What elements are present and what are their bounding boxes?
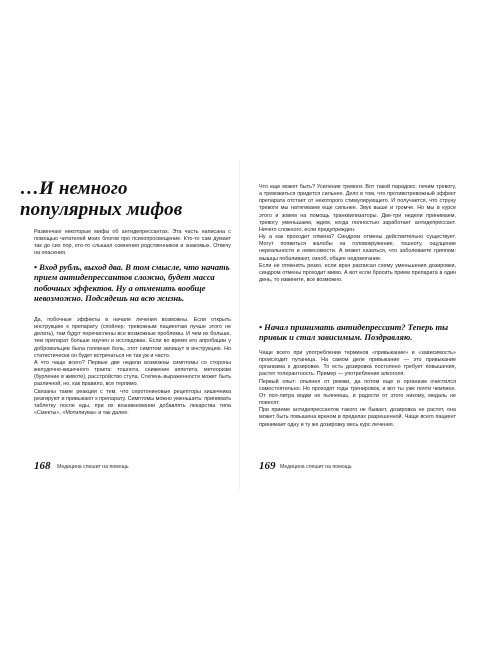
page-number: 168 xyxy=(34,460,51,472)
right-page xyxy=(240,0,480,650)
page-number: 169 xyxy=(259,460,276,472)
chapter-title: …И немного популярных мифов xyxy=(20,178,183,220)
myth-heading-2: • Начал принимать антидепрессант? Теперь ты привык и стал зависимым. Поздравляю. xyxy=(259,322,449,343)
running-title: Медицина спешит на помощь xyxy=(57,464,129,470)
running-title: Медицина спешит на помощь xyxy=(280,464,352,470)
body-paragraph-right-bottom: Чаще всего при употреблении терминов «привыкание» и «зависимость» происходит путаница. На самом деле привыкание — это привыкание организма к дозировке. То есть дозировка постоянно требует повышения, растет толерантность. Пример — употребление алкоголя. Первый опыт: опьянел от рюмки, да потом еще и организм очистился самостоятельно. Но проходят годы тренировок, и вот ты уже почти чемпион. От пол-литра водки не пьянеешь, и радости от этого никому, медаль не повесят. При приеме антидепрессантов такого не бывает, дозировка не растет, она может быть повышена врачом в пределах разрешенной. Чаще всего пациент принимает одну и ту же дозировку весь курс лечения. xyxy=(259,350,456,428)
intro-paragraph: Развенчаю некоторые мифы об антидепрессантах. Эта часть написана с помощью читателей моих блогов про психопросвещение. Кто-то сам думает так до сих пор, кто-то слышал сомнения родственников и знакомых. Отвечу на опасения. xyxy=(34,229,231,257)
myth-heading-1: • Вход рубль, выход два. В том смысле, что начать прием антидепрессантов сложно, будет масса побочных эффектов. Ну а отменить вообще невозможно. Подсядешь на всю жизнь. xyxy=(34,262,230,304)
body-paragraph-right-top: Что еще может быть? Усиление тревоги. Вот такой парадокс: лечим тревогу, а тревожиться придется сильнее. Дело в том, что противотревожный эффект препарата отстает от некоторого стимулирующего. И получается, что струну тревоги мы натягиваем еще сильнее. Звук выше и громче. Но мы в курсе этого и зовем на помощь транквилизаторы. Две-три недели принимаем, тревогу уменьшаем, ждем, когда полностью заработает антидепрессант. Ничего сложного, если предупрежден. Ну а как проходит отмена? Синдром отмены действительно существует. Могут появиться жалобы на головокружение, тошноту, ощущение нереальности и невесомости. А может казаться, что заболеваете гриппом: мышцы побаливают, озноб, общее недомогание. Если не отменять резко, если врач расписал схему уменьшения дозировки, синдром отмены проходит мимо. А вот если бросить прием препарата в один день, то извините, все возможно. xyxy=(259,184,456,284)
body-paragraph-left: Да, побочные эффекты в начале лечения возможны. Если открыть инструкцию к препарату (спойлер: тревожным пациентам лучше этого не делать), там будут перечислены все возможные проблемы. И чем их больше, тем препарат больше изучен и исследован. Если во время его апробации у добровольцев была головная боль, этот симптом запишут в инструкцию. Но статистически он будет встречаться не так уж и часто. А что чаще всего? Первые две недели возможны симптомы со стороны желудочно-кишечного тракта: тошнота, снижение аппетита, метеоризм (бурление в животе), расстройство стула. Степень выраженности может быть различной, но, как правило, все терпимо. Связаны такие реакции с тем, что серотониновые рецепторы кишечника реагируют и привыкают к препарату. Симптомы можно уменьшить: принимать таблетку после еды, при их возникновении добавлять лекарства типа «Смекты», «Мотилиума» и так далее. xyxy=(34,317,231,417)
